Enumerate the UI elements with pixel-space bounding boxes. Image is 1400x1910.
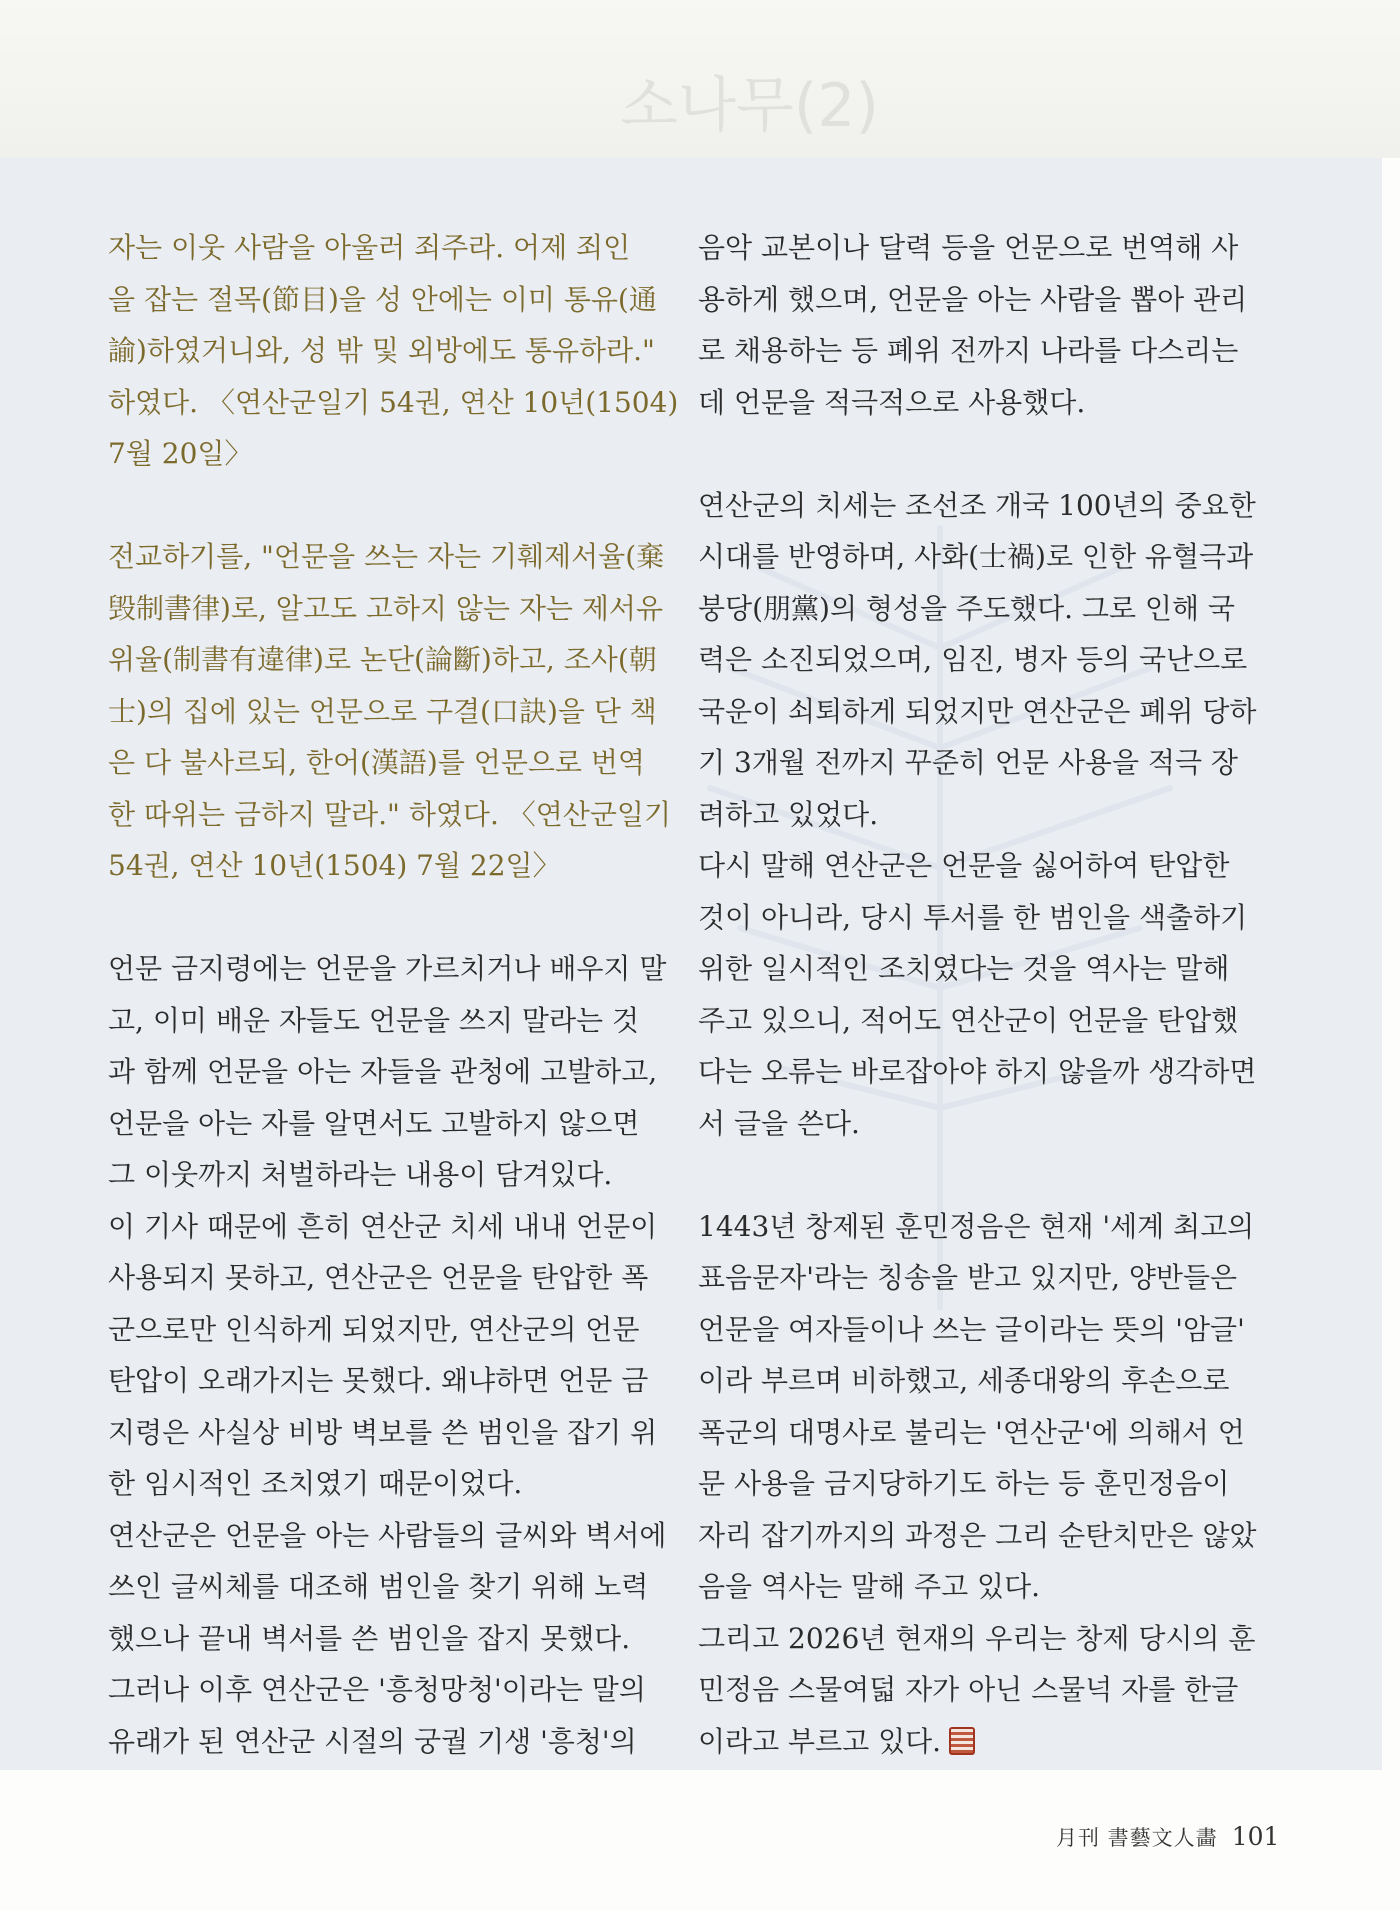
text-line: 력은 소진되었으며, 임진, 병자 등의 국난으로 [698, 643, 1248, 676]
text-line: 다시 말해 연산군은 언문을 싫어하여 탄압한 [698, 849, 1230, 882]
text-line: 표음문자'라는 칭송을 받고 있지만, 양반들은 [698, 1261, 1238, 1294]
text-line: 쓰인 글씨체를 대조해 범인을 찾기 위해 노력 [108, 1570, 649, 1603]
paragraph [698, 1201, 1257, 1613]
page-header [0, 0, 1400, 158]
text-line: 국운이 쇠퇴하게 되었지만 연산군은 폐위 당하 [698, 694, 1257, 728]
text-line: 諭)하였거니와, 성 밖 및 외방에도 통유하라." [108, 334, 655, 367]
text-line: 한 임시적인 조치였기 때문이었다. [108, 1467, 523, 1500]
text-line: 그리고 2026년 현재의 우리는 창제 당시의 훈 [698, 1621, 1256, 1655]
text-line: 고, 이미 배운 자들도 언문을 쓰지 말라는 것 [108, 1003, 640, 1037]
text-line: 士)의 집에 있는 언문으로 구결(口訣)을 단 책 [108, 694, 657, 728]
text-line: 자는 이웃 사람을 아울러 죄주라. 어제 죄인 [108, 231, 631, 264]
text-line: 언문을 아는 자를 알면서도 고발하지 않으면 [108, 1106, 640, 1140]
text-line: 했으나 끝내 벽서를 쓴 범인을 잡지 못했다. [108, 1621, 631, 1655]
text-line: 데 언문을 적극적으로 사용했다. [698, 385, 1086, 419]
text-line: 탄압이 오래가지는 못했다. 왜냐하면 언문 금 [108, 1364, 649, 1397]
quoted-paragraph [108, 531, 671, 892]
text-line: 다는 오류는 바로잡아야 하지 않을까 생각하면 [698, 1055, 1257, 1088]
text-line: 자리 잡기까지의 과정은 그리 순탄치만은 않았 [698, 1518, 1257, 1552]
text-line: 이라고 부르고 있다. [698, 1716, 1233, 1768]
text-line: 기 3개월 전까지 꾸준히 언문 사용을 적극 장 [698, 746, 1238, 779]
text-line: 시대를 반영하며, 사화(士禍)로 인한 유혈극과 [698, 540, 1254, 573]
text-line: 과 함께 언문을 아는 자들을 관청에 고발하고, [108, 1055, 658, 1088]
text-line: 1443년 창제된 훈민정음은 현재 '세계 최고의 [698, 1209, 1255, 1243]
text-line: 전교하기를, "언문을 쓰는 자는 기훼제서율(棄 [108, 540, 665, 573]
paragraph [698, 222, 1248, 428]
text-line: 毁制書律)로, 알고도 고하지 않는 자는 제서유 [108, 591, 664, 625]
left-text-column [108, 222, 679, 1767]
paragraph [698, 1613, 1256, 1768]
paragraph [108, 1201, 658, 1510]
text-line: 폭군의 대명사로 불리는 '연산군'에 의해서 언 [698, 1415, 1245, 1449]
paragraph [108, 943, 667, 1201]
text-line: 유래가 된 연산군 시절의 궁궐 기생 '흥청'의 [108, 1724, 637, 1758]
paragraph-gap [698, 428, 1233, 480]
series-title: 소나무(2) [620, 71, 879, 141]
text-line: 을 잡는 절목(節目)을 성 안에는 이미 통유(通 [108, 282, 657, 316]
text-line: 그 이웃까지 처벌하라는 내용이 담겨있다. [108, 1158, 613, 1191]
paragraph-gap [108, 480, 643, 532]
paragraph [108, 1510, 667, 1665]
text-line: 언문을 여자들이나 쓰는 글이라는 뜻의 '암글' [698, 1312, 1245, 1346]
text-line: 은 다 불사르되, 한어(漢語)를 언문으로 번역 [108, 746, 645, 779]
text-line: 7월 20일〉 [108, 437, 253, 470]
text-line: 서 글을 쓴다. [698, 1106, 860, 1140]
right-text-column [698, 222, 1257, 1767]
text-line: 연산군의 치세는 조선조 개국 100년의 중요한 [698, 488, 1256, 522]
text-line: 사용되지 못하고, 연산군은 언문을 탄압한 폭 [108, 1261, 649, 1294]
paragraph-gap [108, 892, 643, 944]
text-line: 주고 있으니, 적어도 연산군이 언문을 탄압했 [698, 1003, 1239, 1037]
text-line: 이 기사 때문에 흔히 연산군 치세 내내 언문이 [108, 1209, 658, 1243]
text-line: 로 채용하는 등 폐위 전까지 나라를 다스리는 [698, 334, 1239, 367]
text-line: 지령은 사실상 비방 벽보를 쓴 범인을 잡기 위 [108, 1415, 658, 1449]
paragraph [108, 1664, 646, 1767]
magazine-name: 月刊 書藝文人畵 [1056, 1826, 1218, 1850]
text-line: 언문 금지령에는 언문을 가르치거나 배우지 말 [108, 952, 667, 985]
text-line: 용하게 했으며, 언문을 아는 사람을 뽑아 관리 [698, 282, 1248, 316]
end-seal-icon [949, 1727, 975, 1755]
text-line: 그러나 이후 연산군은 '흥청망청'이라는 말의 [108, 1673, 646, 1706]
paragraph-gap [698, 1149, 1233, 1201]
text-line: 군으로만 인식하게 되었지만, 연산군의 언문 [108, 1312, 640, 1346]
text-line: 위한 일시적인 조치였다는 것을 역사는 말해 [698, 952, 1230, 985]
text-line: 붕당(朋黨)의 형성을 주도했다. 그로 인해 국 [698, 591, 1235, 625]
text-line: 문 사용을 금지당하기도 하는 등 훈민정음이 [698, 1467, 1230, 1500]
text-line: 것이 아니라, 당시 투서를 한 범인을 색출하기 [698, 900, 1248, 934]
paragraph [698, 480, 1257, 841]
quoted-paragraph [108, 222, 679, 480]
text-line: 려하고 있었다. [698, 797, 879, 831]
text-line: 하였다. 〈연산군일기 54권, 연산 10년(1504) [108, 385, 679, 419]
text-line: 한 따위는 금하지 말라." 하였다. 〈연산군일기 [108, 797, 671, 831]
text-line: 54권, 연산 10년(1504) 7월 22일〉 [108, 849, 561, 882]
text-line: 연산군은 언문을 아는 사람들의 글씨와 벽서에 [108, 1518, 667, 1552]
text-line: 음을 역사는 말해 주고 있다. [698, 1570, 1041, 1603]
paragraph [698, 840, 1257, 1149]
text-line: 위율(制書有違律)로 논단(論斷)하고, 조사(朝 [108, 643, 657, 676]
text-line: 이라 부르며 비하했고, 세종대왕의 후손으로 [698, 1364, 1230, 1397]
text-line: 음악 교본이나 달력 등을 언문으로 번역해 사 [698, 231, 1239, 264]
text-line: 민정음 스물여덟 자가 아닌 스물넉 자를 한글 [698, 1673, 1239, 1706]
page-number: 101 [1231, 1822, 1280, 1851]
page-footer [1056, 1822, 1279, 1852]
